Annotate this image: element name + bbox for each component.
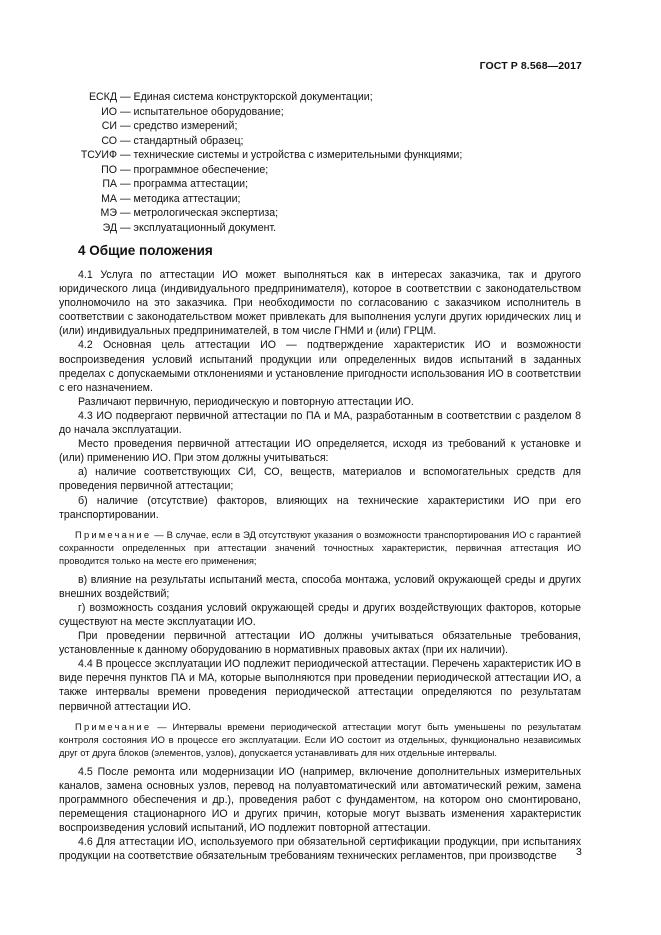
abbreviation-term: ИО bbox=[101, 105, 117, 118]
abbreviation-desc: — программное обеспечение; bbox=[120, 163, 269, 176]
abbreviation-desc: — стандартный образец; bbox=[120, 134, 244, 147]
paragraph-4-3-location: Место проведения первичной аттестации ИО определяется, исходя из требований к установке и (или) применению ИО. При этом должны учитываться: bbox=[59, 438, 581, 465]
paragraph-4-3: 4.3 ИО подвергают первичной аттестации по ПА и МА, разработанным в соответствии с разделом 8 до начала эксплуатации. bbox=[59, 409, 581, 437]
abbreviation-desc: — методика аттестации; bbox=[120, 192, 241, 205]
abbreviation-term: ЭД bbox=[102, 221, 117, 234]
note-label: Примечание bbox=[75, 528, 152, 540]
abbreviation-desc: — средство измерений; bbox=[120, 120, 238, 132]
abbreviation-row bbox=[0, 192, 661, 207]
list-item-v: в) влияние на результаты испытаний места, способа монтажа, условий окружающей среды и других внешних воздействий; bbox=[59, 573, 581, 600]
abbreviation-row bbox=[0, 206, 661, 221]
abbreviation-row bbox=[0, 90, 661, 105]
paragraph-4-4: 4.4 В процессе эксплуатации ИО подлежит периодической аттестации. Перечень характеристик ИО в виде перечня пунктов ПА и МА, которые выполняются при проведении периодической аттестации ИО, а также интервалы времени проведения периодической аттестации определяются по результатам первичной аттестации ИО. bbox=[59, 658, 581, 713]
abbreviation-desc: — программа аттестации; bbox=[120, 178, 249, 190]
section-title: 4 Общие положения bbox=[78, 243, 213, 258]
paragraph-4-2: 4.2 Основная цель аттестации ИО — подтверждение характеристик ИО и возможности воспроизведения условий испытаний продукции или определенных видов испытаний в заданных пределах с допускаемыми отклонениями и установление пригодности использования ИО в соответствии с его назначением. bbox=[59, 339, 581, 394]
standard-header: ГОСТ Р 8.568—2017 bbox=[479, 60, 582, 72]
abbreviation-row bbox=[0, 177, 661, 192]
page-number: 3 bbox=[576, 846, 582, 858]
abbreviation-desc: — Единая система конструкторской документации; bbox=[120, 91, 373, 103]
section-body bbox=[59, 268, 581, 863]
abbreviation-term: СО bbox=[101, 134, 117, 147]
abbreviation-row bbox=[0, 134, 661, 149]
abbreviation-term: МЭ bbox=[100, 207, 117, 219]
abbreviation-row bbox=[0, 105, 661, 120]
paragraph-4-3-requirements: При проведении первичной аттестации ИО должны учитываться обязательные требования, установленные к данному оборудованию в нормативных правовых актах (при их наличии). bbox=[59, 630, 581, 657]
paragraph-4-6: 4.6 Для аттестации ИО, используемого при обязательной сертификации продукции, при испытаниях продукции на соответствие обязательным требованиям технических регламентов, при производстве bbox=[59, 836, 581, 863]
note-text: — Интервалы времени периодической аттестации могут быть уменьшены по результатам контроля состояния ИО в процессе его эксплуатации. Если ИО состоит из отдельных, функционально независимых друг от друга блоков (элементов, узлов), допускается устанавливать для них отдельные интервалы. bbox=[59, 720, 581, 758]
abbreviation-row bbox=[0, 221, 661, 236]
note-2 bbox=[59, 720, 581, 759]
paragraph-4-5: 4.5 После ремонта или модернизации ИО (например, включение дополнительных измерительных каналов, замена основных узлов, перевод на полуавтоматический или автоматический режим, замена программного обеспечения и др.), проведения работ с фундаментом, на котором оно смонтировано, перемещения стационарного ИО и других причин, которые могут вызвать изменения характеристик воспроизведения условий испытаний, ИО подлежит повторной аттестации. bbox=[59, 765, 581, 834]
abbreviation-term: ТСУИФ bbox=[80, 149, 117, 161]
note-text: — В случае, если в ЭД отсутствуют указания о возможности транспортирования ИО с гарантией сохранности определенных при аттестации значений точностных характеристик, первичная аттестация ИО проводится только на месте его применения; bbox=[59, 528, 581, 566]
list-item-a: а) наличие соответствующих СИ, СО, веществ, материалов и вспомогательных средств для проведения первичной аттестации; bbox=[59, 466, 581, 493]
abbreviation-term: СИ bbox=[101, 120, 117, 132]
list-item-g: г) возможность создания условий окружающей среды и других воздействующих факторов, которые существуют на месте эксплуатации ИО. bbox=[59, 601, 581, 628]
paragraph-4-1: 4.1 Услуга по аттестации ИО может выполняться как в интересах заказчика, так и другого юридического лица (индивидуального предпринимателя), которое в соответствии с законодательством уполномочило на это заказчика. При необходимости по согласованию с заказчиком исполнитель в соответствии с законодательством может привлекать для выполнения услуги других юридических лиц и (или) индивидуальных предпринимателей, в том числе ГНМИ и (или) ГРЦМ. bbox=[59, 269, 581, 338]
abbreviation-term: ЕСКД bbox=[88, 91, 117, 103]
abbreviation-desc: — метрологическая экспертиза; bbox=[120, 207, 279, 219]
paragraph-4-2-attestation-types: Различают первичную, периодическую и повторную аттестации ИО. bbox=[78, 395, 414, 408]
abbreviation-desc: — эксплуатационный документ. bbox=[120, 221, 277, 234]
abbreviation-term: МА bbox=[101, 192, 117, 205]
abbreviation-row bbox=[0, 119, 661, 134]
note-1 bbox=[59, 528, 581, 567]
abbreviation-term: ПО bbox=[101, 163, 117, 176]
note-label: Примечание bbox=[75, 720, 152, 732]
abbreviation-row bbox=[0, 163, 661, 178]
list-item-b: б) наличие (отсутствие) факторов, влияющих на технические характеристики ИО при его транспортировании. bbox=[59, 494, 581, 521]
abbreviation-term: ПА bbox=[102, 178, 117, 190]
abbreviation-row bbox=[0, 148, 661, 163]
abbreviation-desc: — испытательное оборудование; bbox=[120, 105, 284, 118]
abbreviation-desc: — технические системы и устройства с измерительными функциями; bbox=[120, 149, 463, 161]
abbreviations-list bbox=[0, 90, 661, 235]
